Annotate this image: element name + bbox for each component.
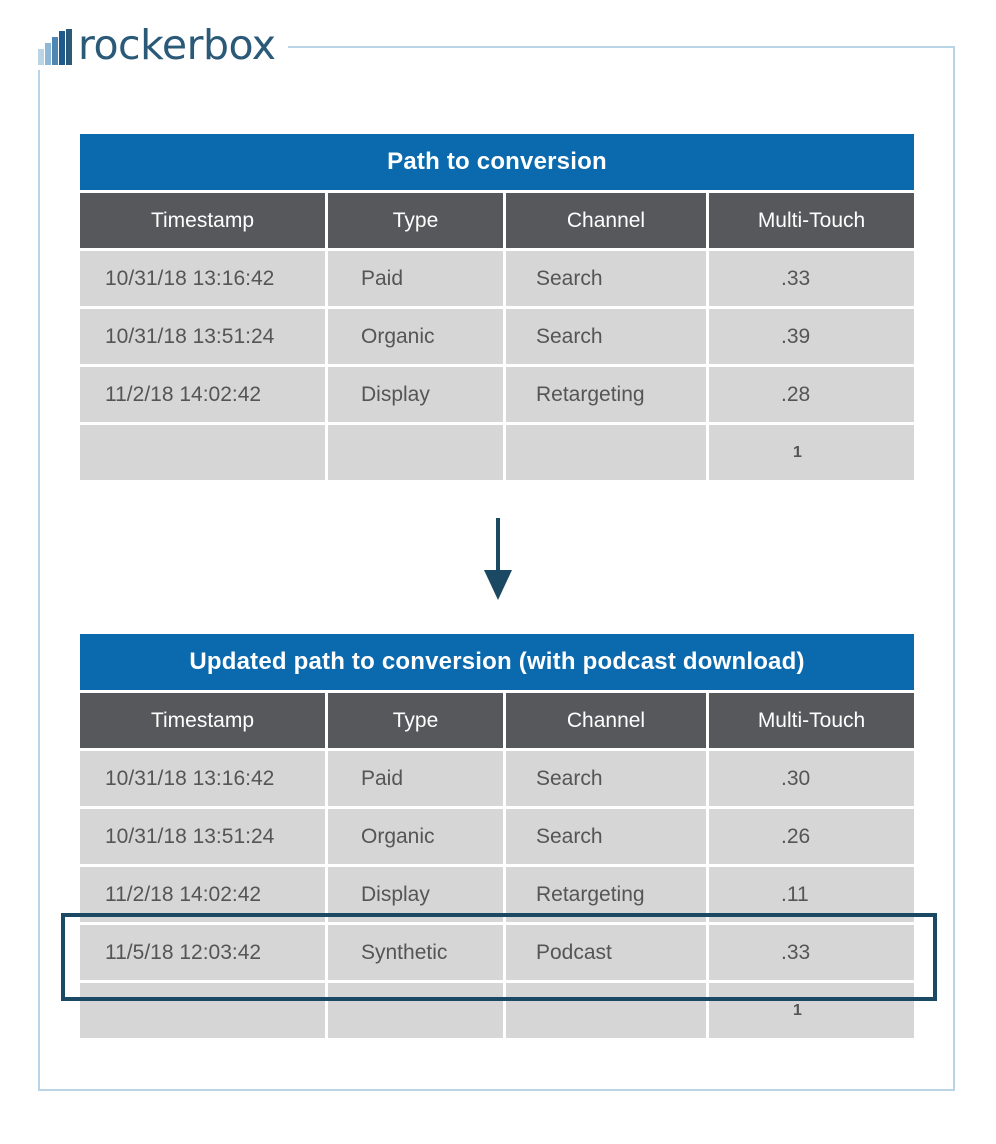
timestamp-cell: 11/2/18 14:02:42 bbox=[80, 867, 325, 922]
multi-touch-cell: .33 bbox=[709, 251, 914, 306]
channel-cell: Search bbox=[506, 751, 706, 806]
header-type: Type bbox=[328, 193, 503, 248]
multi-touch-cell: .39 bbox=[709, 309, 914, 364]
type-cell: Paid bbox=[328, 251, 503, 306]
empty-cell bbox=[80, 425, 325, 480]
header-row bbox=[80, 693, 914, 748]
table-row bbox=[80, 367, 914, 422]
empty-cell bbox=[328, 425, 503, 480]
type-cell: Display bbox=[328, 867, 503, 922]
multi-touch-cell: .28 bbox=[709, 367, 914, 422]
brand-name: rockerbox bbox=[78, 20, 276, 69]
highlight-box bbox=[61, 913, 937, 1001]
timestamp-cell: 10/31/18 13:51:24 bbox=[80, 809, 325, 864]
type-cell: Display bbox=[328, 367, 503, 422]
type-cell: Paid bbox=[328, 751, 503, 806]
channel-cell: Search bbox=[506, 251, 706, 306]
channel-cell: Retargeting bbox=[506, 867, 706, 922]
type-cell: Synthetic bbox=[328, 925, 503, 980]
header-timestamp: Timestamp bbox=[80, 693, 325, 748]
header-row bbox=[80, 193, 914, 248]
path-to-conversion-table bbox=[80, 134, 914, 480]
header-multi-touch: Multi-Touch bbox=[709, 693, 914, 748]
multi-touch-cell: .26 bbox=[709, 809, 914, 864]
channel-cell: Retargeting bbox=[506, 367, 706, 422]
header-type: Type bbox=[328, 693, 503, 748]
header-timestamp: Timestamp bbox=[80, 193, 325, 248]
type-cell: Organic bbox=[328, 809, 503, 864]
total-cell: 1 bbox=[709, 425, 914, 480]
multi-touch-cell: .11 bbox=[709, 867, 914, 922]
table-row bbox=[80, 251, 914, 306]
timestamp-cell: 11/2/18 14:02:42 bbox=[80, 367, 325, 422]
table-row bbox=[80, 751, 914, 806]
header-multi-touch: Multi-Touch bbox=[709, 193, 914, 248]
table-title: Path to conversion bbox=[80, 134, 914, 190]
multi-touch-cell: .30 bbox=[709, 751, 914, 806]
header-channel: Channel bbox=[506, 193, 706, 248]
brand-logo bbox=[30, 20, 288, 70]
table-title: Updated path to conversion (with podcast download) bbox=[80, 634, 914, 690]
total-cell: 1 bbox=[709, 983, 914, 1038]
header-channel: Channel bbox=[506, 693, 706, 748]
total-row bbox=[80, 425, 914, 480]
arrow-down-icon bbox=[482, 518, 514, 602]
timestamp-cell: 10/31/18 13:16:42 bbox=[80, 751, 325, 806]
channel-cell: Search bbox=[506, 809, 706, 864]
channel-cell: Search bbox=[506, 309, 706, 364]
timestamp-cell: 10/31/18 13:51:24 bbox=[80, 309, 325, 364]
multi-touch-cell: .33 bbox=[709, 925, 914, 980]
rockerbox-logo-icon bbox=[38, 29, 74, 65]
timestamp-cell: 10/31/18 13:16:42 bbox=[80, 251, 325, 306]
channel-cell: Podcast bbox=[506, 925, 706, 980]
table-row bbox=[80, 309, 914, 364]
type-cell: Organic bbox=[328, 309, 503, 364]
empty-cell bbox=[506, 425, 706, 480]
timestamp-cell: 11/5/18 12:03:42 bbox=[80, 925, 325, 980]
table-row bbox=[80, 809, 914, 864]
